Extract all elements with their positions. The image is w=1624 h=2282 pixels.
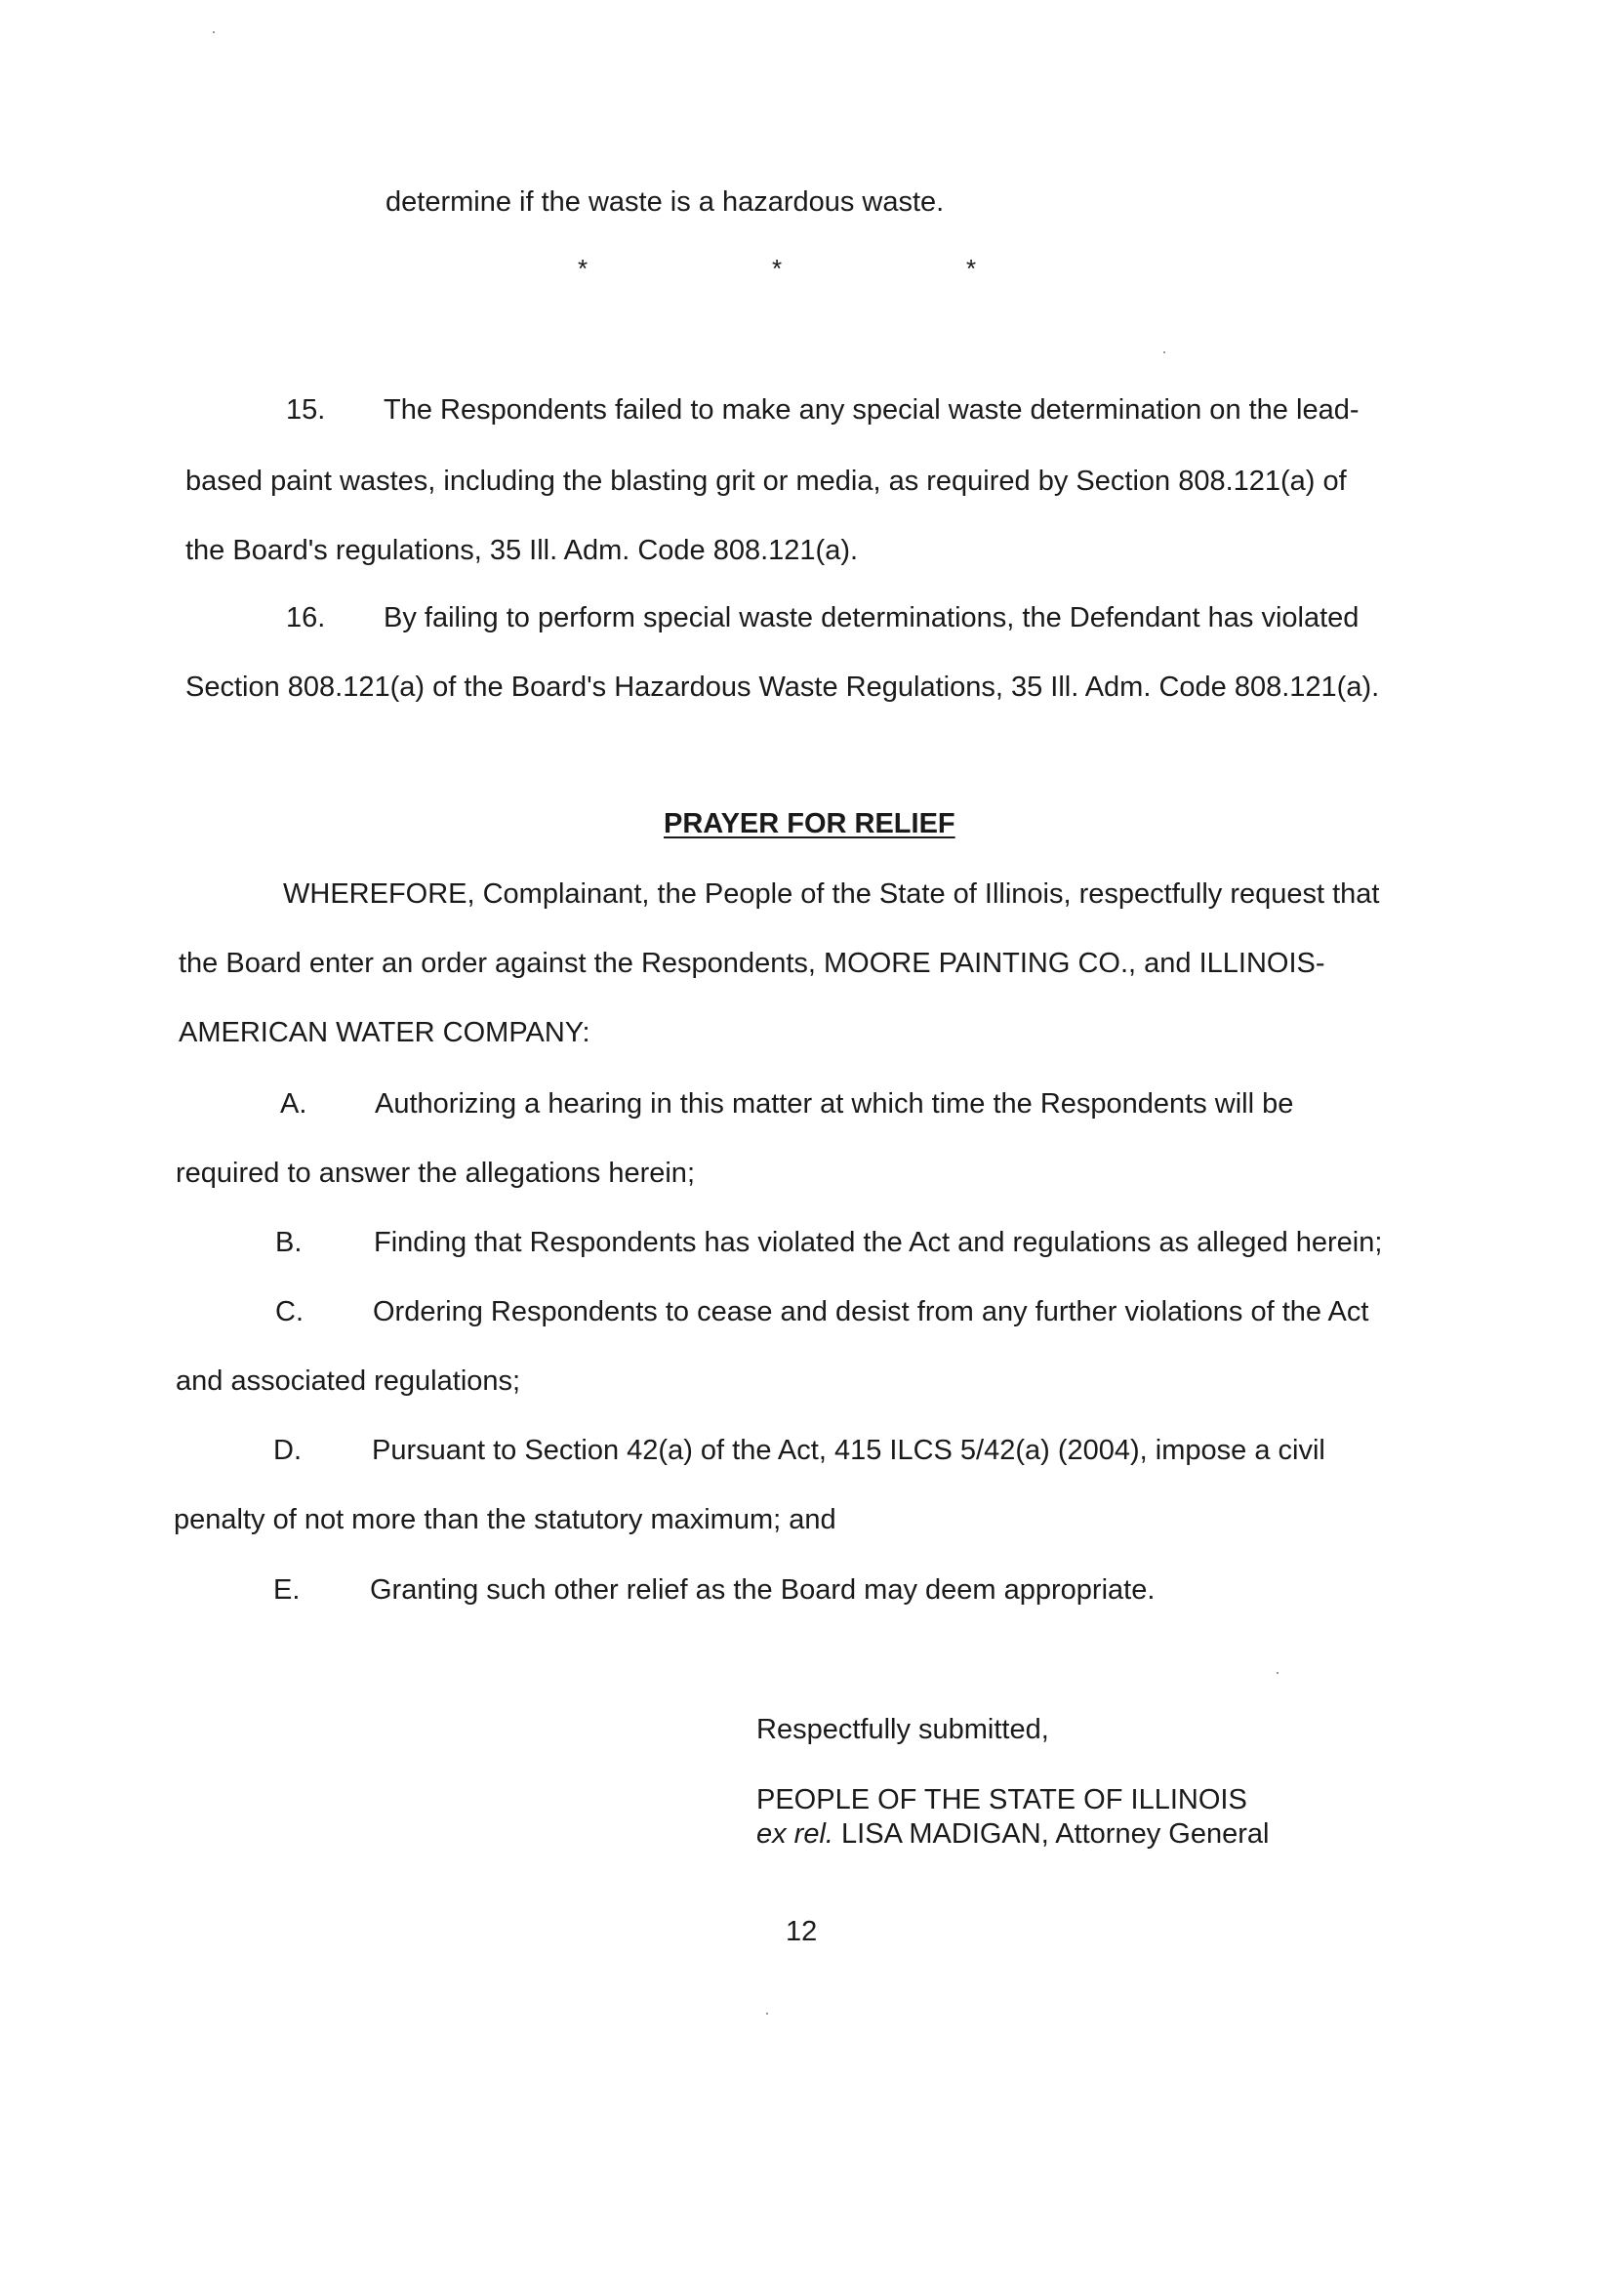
relief-item-letter-d: D. [273,1435,302,1466]
signature-exrel-italic: ex rel. [756,1818,833,1850]
relief-item-d-line: penalty of not more than the statutory maximum; and [174,1504,836,1535]
relief-item-d-line: Pursuant to Section 42(a) of the Act, 415 ILCS 5/42(a) (2004), impose a civil [372,1435,1325,1466]
paragraph-15-line: the Board's regulations, 35 Ill. Adm. Code 808.121(a). [185,535,859,566]
prayer-intro-line: the Board enter an order against the Respondents, MOORE PAINTING CO., and ILLINOIS- [179,948,1325,979]
paragraph-15-line: based paint wastes, including the blasting grit or media, as required by Section 808.121(a) of [185,466,1347,497]
separator-star: * [772,254,783,283]
paragraph-number-15: 15. [286,394,326,426]
relief-item-c-line: and associated regulations; [176,1365,521,1397]
continuation-text: determine if the waste is a hazardous waste. [386,186,945,218]
page-number: 12 [786,1916,818,1947]
scan-speck [1277,1672,1279,1674]
signature-exrel [756,1817,1269,1851]
scan-speck [766,2013,768,2015]
signature-closing: Respectfully submitted, [756,1714,1049,1745]
paragraph-15-line: The Respondents failed to make any special waste determination on the lead- [384,394,1360,426]
relief-item-e-line: Granting such other relief as the Board may deem appropriate. [370,1574,1156,1606]
signature-exrel-name: LISA MADIGAN, Attorney General [832,1818,1270,1850]
relief-item-a-line: required to answer the allegations herein; [176,1158,695,1189]
paragraph-16-line: Section 808.121(a) of the Board's Hazardous Waste Regulations, 35 Ill. Adm. Code 808.121(a). [185,672,1380,703]
relief-item-c-line: Ordering Respondents to cease and desist from any further violations of the Act [373,1296,1369,1327]
relief-item-letter-c: C. [275,1296,304,1327]
prayer-intro-line: WHEREFORE, Complainant, the People of the State of Illinois, respectfully request that [283,878,1380,910]
separator-star: * [966,254,977,283]
relief-item-letter-b: B. [275,1227,303,1258]
scan-speck [213,31,215,33]
signature-party: PEOPLE OF THE STATE OF ILLINOIS [756,1784,1247,1815]
relief-item-a-line: Authorizing a hearing in this matter at which time the Respondents will be [375,1088,1294,1120]
paragraph-16-line: By failing to perform special waste determinations, the Defendant has violated [384,602,1360,633]
prayer-intro-line: AMERICAN WATER COMPANY: [179,1017,590,1048]
relief-item-b-line: Finding that Respondents has violated the Act and regulations as alleged herein; [374,1227,1383,1258]
scan-speck [1163,351,1165,353]
separator-star: * [578,254,589,283]
prayer-heading: PRAYER FOR RELIEF [664,808,955,839]
relief-item-letter-a: A. [280,1088,307,1120]
paragraph-number-16: 16. [286,602,326,633]
relief-item-letter-e: E. [273,1574,301,1606]
